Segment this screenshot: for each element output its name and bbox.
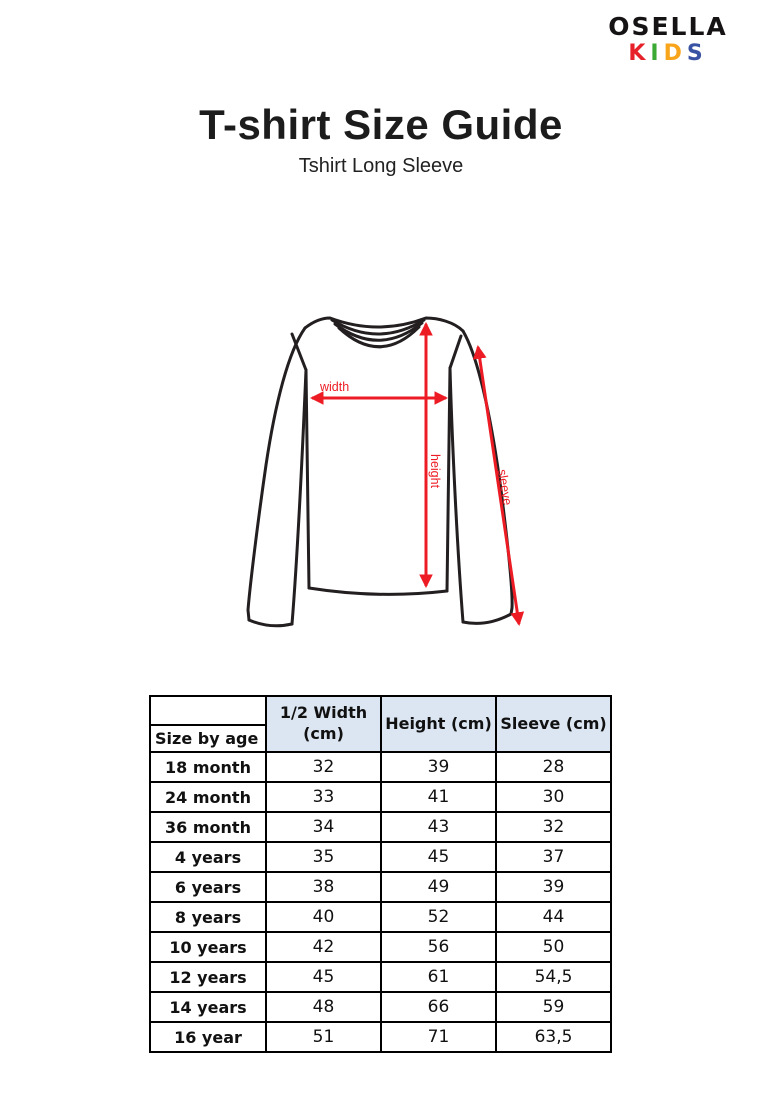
width-label: width [320, 380, 350, 394]
value-cell: 50 [496, 932, 611, 962]
age-cell: 16 year [150, 1022, 266, 1052]
value-cell: 51 [266, 1022, 381, 1052]
tshirt-diagram-svg [230, 290, 540, 670]
logo-kids-letter: S [686, 40, 708, 66]
value-cell: 32 [266, 752, 381, 782]
value-cell: 41 [381, 782, 496, 812]
value-cell: 59 [496, 992, 611, 1022]
sleeve-label: sleeve [495, 468, 515, 507]
height-label: height [428, 454, 442, 489]
table-row [150, 902, 611, 932]
size-table-body [150, 752, 611, 1052]
measurement-arrows [312, 324, 519, 624]
table-row [150, 992, 611, 1022]
age-cell: 10 years [150, 932, 266, 962]
col-header-height: Height (cm) [381, 696, 496, 752]
value-cell: 61 [381, 962, 496, 992]
brand-logo [592, 13, 744, 66]
value-cell: 44 [496, 902, 611, 932]
tshirt-diagram [230, 290, 540, 670]
col-header-sleeve: Sleeve (cm) [496, 696, 611, 752]
table-row [150, 752, 611, 782]
value-cell: 38 [266, 872, 381, 902]
value-cell: 37 [496, 842, 611, 872]
page-title: T-shirt Size Guide [199, 101, 563, 148]
logo-kids-letter: I [650, 40, 664, 66]
value-cell: 45 [381, 842, 496, 872]
value-cell: 40 [266, 902, 381, 932]
value-cell: 52 [381, 902, 496, 932]
value-cell: 28 [496, 752, 611, 782]
table-row [150, 962, 611, 992]
logo-kids [592, 42, 744, 66]
age-cell: 18 month [150, 752, 266, 782]
size-table [149, 695, 612, 1053]
value-cell: 66 [381, 992, 496, 1022]
table-row [150, 872, 611, 902]
logo-kids-letter: D [663, 40, 687, 66]
value-cell: 33 [266, 782, 381, 812]
corner-label-cell: Size by age [150, 725, 266, 752]
col-header-half-width: 1/2 Width (cm) [266, 696, 381, 752]
age-cell: 36 month [150, 812, 266, 842]
logo-brand-text: OSELLA [608, 12, 728, 41]
age-cell: 14 years [150, 992, 266, 1022]
value-cell: 49 [381, 872, 496, 902]
corner-empty-cell [150, 696, 266, 725]
value-cell: 32 [496, 812, 611, 842]
table-row [150, 1022, 611, 1052]
value-cell: 42 [266, 932, 381, 962]
value-cell: 56 [381, 932, 496, 962]
age-cell: 12 years [150, 962, 266, 992]
size-table-header [150, 696, 611, 752]
page-subtitle: Tshirt Long Sleeve [298, 155, 464, 177]
table-row [150, 812, 611, 842]
age-cell: 24 month [150, 782, 266, 812]
value-cell: 43 [381, 812, 496, 842]
table-row [150, 842, 611, 872]
value-cell: 54,5 [496, 962, 611, 992]
value-cell: 34 [266, 812, 381, 842]
value-cell: 35 [266, 842, 381, 872]
value-cell: 39 [496, 872, 611, 902]
value-cell: 71 [381, 1022, 496, 1052]
tshirt-outline [248, 318, 515, 626]
value-cell: 30 [496, 782, 611, 812]
logo-kids-letter: K [628, 40, 651, 66]
value-cell: 39 [381, 752, 496, 782]
table-row [150, 932, 611, 962]
value-cell: 63,5 [496, 1022, 611, 1052]
age-cell: 8 years [150, 902, 266, 932]
value-cell: 48 [266, 992, 381, 1022]
age-cell: 6 years [150, 872, 266, 902]
age-cell: 4 years [150, 842, 266, 872]
value-cell: 45 [266, 962, 381, 992]
table-row [150, 782, 611, 812]
